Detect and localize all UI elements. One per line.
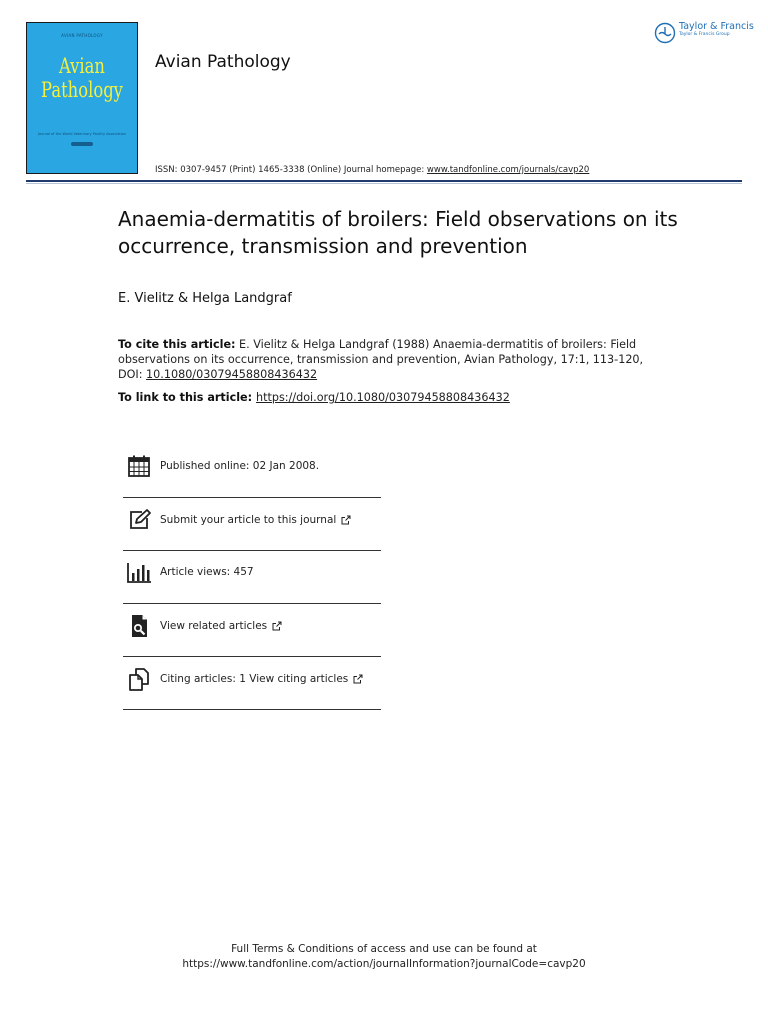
terms-url[interactable]: https://www.tandfonline.com/action/journalInformation?journalCode=cavp20 [182, 958, 586, 970]
taylor-francis-logo-icon [654, 22, 676, 44]
terms-footer [0, 942, 768, 972]
submit-article-label: Submit your article to this journal [160, 514, 337, 526]
edit-icon [127, 508, 151, 532]
link-label: To link to this article: [118, 391, 256, 404]
terms-text: Full Terms & Conditions of access and use can be found at [231, 943, 537, 955]
external-link-icon [353, 674, 363, 684]
article-doi-link[interactable]: https://doi.org/10.1080/03079458808436432 [256, 391, 510, 404]
article-link-line [118, 391, 510, 404]
info-divider [123, 603, 381, 604]
published-online-label: Published online: 02 Jan 2008. [160, 460, 320, 472]
related-articles-item[interactable] [123, 608, 381, 644]
related-articles-label: View related articles [160, 620, 268, 632]
publisher-group: Taylor & Francis Group [679, 31, 730, 37]
external-link-icon [272, 621, 282, 631]
cite-label: To cite this article: [118, 338, 236, 351]
bar-chart-icon [127, 560, 151, 584]
info-divider [123, 709, 381, 710]
citation-block [118, 337, 658, 382]
header-divider [26, 180, 742, 182]
journal-name: Avian Pathology [155, 52, 291, 72]
search-document-icon [127, 614, 151, 638]
journal-homepage-link[interactable]: www.tandfonline.com/journals/cavp20 [426, 165, 590, 175]
cover-publisher-logo [71, 142, 93, 146]
cite-doi-link[interactable]: 10.1080/03079458808436432 [146, 368, 318, 381]
cover-title: Avian Pathology [41, 54, 123, 102]
external-link-icon [341, 515, 351, 525]
citing-articles-item[interactable] [123, 661, 381, 697]
cover-subtitle: Journal of the World Veterinary Poultry Association [37, 132, 127, 136]
citing-articles-label: Citing articles: 1 View citing articles [160, 673, 349, 685]
issn-line [155, 165, 589, 175]
journal-cover-image [26, 22, 138, 174]
article-authors: E. Vielitz & Helga Landgraf [118, 291, 292, 306]
article-views-label: Article views: 457 [160, 566, 254, 578]
article-title: Anaemia-dermatitis of broilers: Field observations on its occurrence, transmission and prevention [118, 207, 678, 258]
issn-text: ISSN: 0307-9457 (Print) 1465-3338 (Online) Journal homepage: [155, 165, 427, 175]
taylor-francis-logo[interactable] [654, 22, 754, 44]
cover-top-text: AVIAN PATHOLOGY [61, 33, 103, 38]
info-divider [123, 656, 381, 657]
citing-articles-icon [127, 667, 151, 691]
publisher-name: Taylor & Francis [679, 21, 754, 32]
submit-article-item[interactable] [123, 502, 381, 538]
published-online-item [123, 448, 381, 484]
info-divider [123, 497, 381, 498]
info-divider [123, 550, 381, 551]
article-views-item [123, 554, 381, 590]
cite-text: E. Vielitz & Helga Landgraf (1988) Anaemia-dermatitis of broilers: Field observations on its occurrence, transmission and prevention, Avian Pathology, 17:1, 113-120, DOI: [118, 338, 644, 381]
header-divider-light [26, 183, 742, 184]
calendar-icon [127, 454, 151, 478]
